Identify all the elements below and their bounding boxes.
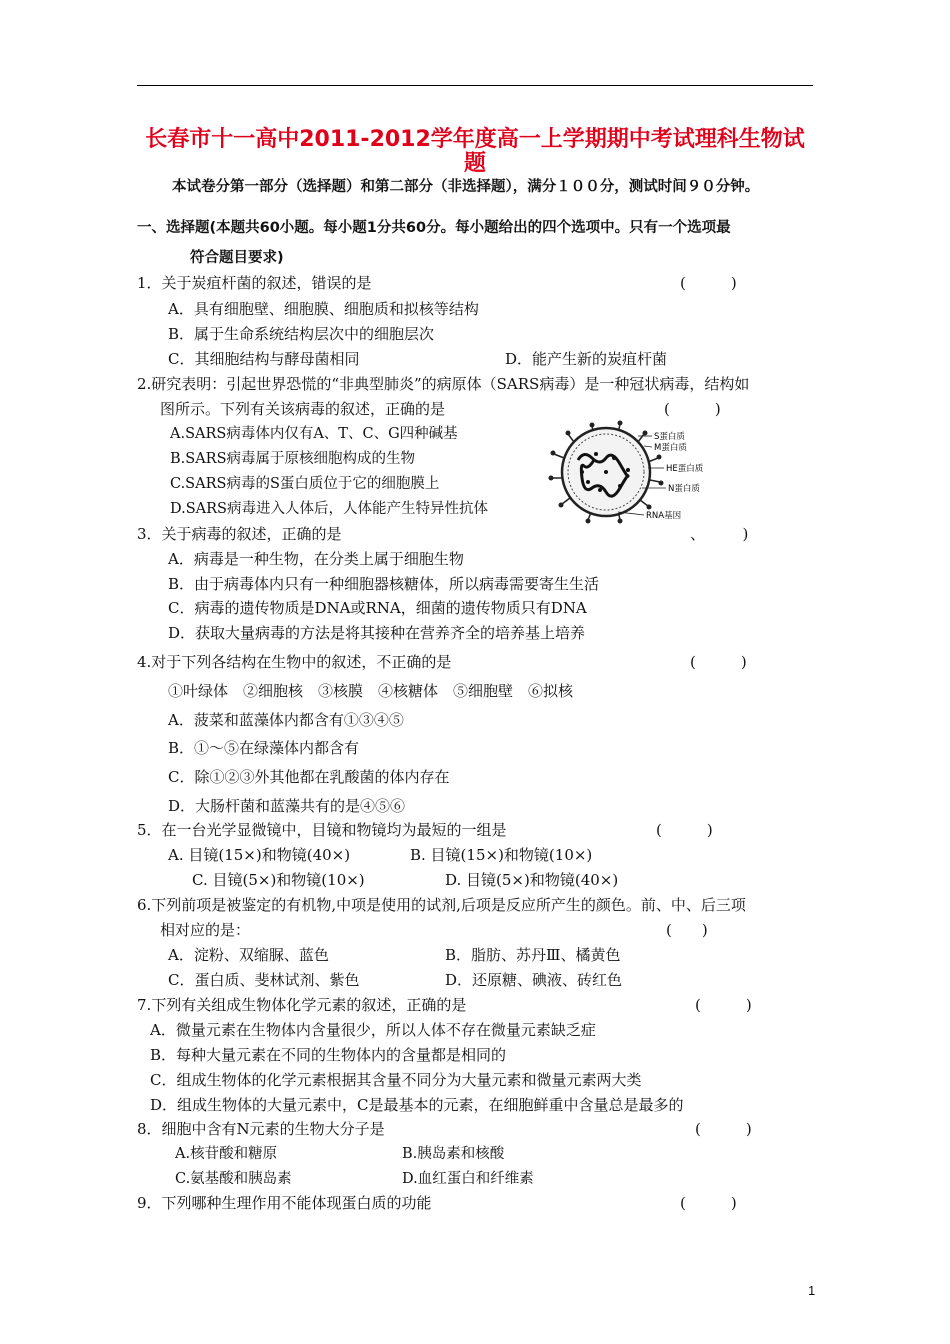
q1-stem: 1．关于炭疽杆菌的叙述，错误的是 bbox=[137, 274, 372, 292]
q6-option-c: C．蛋白质、斐林试剂、紫色 bbox=[168, 971, 360, 989]
q3-option-b: B．由于病毒体内只有一种细胞器核糖体，所以病毒需要寄生生活 bbox=[168, 575, 600, 593]
q4-option-d: D．大肠杆菌和蓝藻共有的是④⑤⑥ bbox=[168, 797, 406, 815]
q2-option-c: C.SARS病毒的S蛋白质位于它的细胞膜上 bbox=[170, 476, 440, 492]
sars-virus-figure bbox=[548, 420, 728, 528]
exam-title-line1: 长春市十一高中2011-2012学年度高一上学期期中考试理科生物试 bbox=[145, 127, 805, 152]
q7-option-a: A．微量元素在生物体内含量很少，所以人体不存在微量元素缺乏症 bbox=[150, 1021, 596, 1039]
q1-option-a: A．具有细胞壁、细胞膜、细胞质和拟核等结构 bbox=[168, 300, 479, 318]
label-rna-gene: RNA基因 bbox=[646, 511, 682, 521]
header-rule bbox=[137, 85, 813, 86]
q5-option-b: B. 目镜(15×)和物镜(10×) bbox=[410, 846, 593, 864]
q2-option-b: B.SARS病毒属于原核细胞构成的生物 bbox=[170, 451, 416, 467]
q4-option-b: B．①～⑤在绿藻体内都含有 bbox=[168, 739, 360, 757]
q7-answer-paren: ( ) bbox=[695, 996, 752, 1014]
section1-heading: 一、选择题(本题共60小题。每小题1分共60分。每小题给出的四个选项中。只有一个选项最 bbox=[137, 220, 731, 236]
q3-option-c: C．病毒的遗传物质是DNA或RNA，细菌的遗传物质只有DNA bbox=[168, 599, 587, 617]
q4-answer-paren: ( ) bbox=[690, 653, 747, 671]
q1-option-b: B．属于生命系统结构层次中的细胞层次 bbox=[168, 325, 435, 343]
q6-answer-paren: ( ) bbox=[666, 921, 708, 939]
q9-answer-paren: ( ) bbox=[680, 1194, 737, 1212]
q6-stem-line2: 相对应的是： bbox=[160, 921, 251, 939]
q6-option-a: A．淀粉、双缩脲、蓝色 bbox=[168, 946, 329, 964]
label-he-protein: HE蛋白质 bbox=[666, 464, 704, 474]
label-m-protein: M蛋白质 bbox=[654, 443, 687, 453]
q8-option-c: C.氨基酸和胰岛素 bbox=[175, 1171, 292, 1187]
q6-option-b: B．脂肪、苏丹Ⅲ、橘黄色 bbox=[445, 946, 621, 964]
q7-option-b: B．每种大量元素在不同的生物体内的含量都是相同的 bbox=[150, 1046, 507, 1064]
q2-answer-paren: ( ) bbox=[664, 400, 721, 418]
q3-option-a: A．病毒是一种生物，在分类上属于细胞生物 bbox=[168, 550, 464, 568]
q1-option-d: D．能产生新的炭疽杆菌 bbox=[505, 350, 668, 368]
q8-stem: 8．细胞中含有N元素的生物大分子是 bbox=[137, 1120, 385, 1138]
q2-option-d: D.SARS病毒进入人体后，人体能产生特异性抗体 bbox=[170, 501, 488, 517]
q4-structure-list: ①叶绿体 ②细胞核 ③核膜 ④核糖体 ⑤细胞壁 ⑥拟核 bbox=[168, 682, 574, 700]
q8-option-d: D.血红蛋白和纤维素 bbox=[402, 1171, 534, 1187]
q3-option-d: D．获取大量病毒的方法是将其接种在营养齐全的培养基上培养 bbox=[168, 624, 586, 642]
q8-option-b: B.胰岛素和核酸 bbox=[402, 1146, 505, 1162]
q2-stem-line1: 2.研究表明：引起世界恐慌的“非典型肺炎”的病原体（SARS病毒）是一种冠状病毒，结构如 bbox=[137, 375, 750, 393]
page-number: 1 bbox=[808, 1283, 816, 1298]
q1-answer-paren: ( ) bbox=[680, 274, 737, 292]
label-s-protein: S蛋白质 bbox=[654, 432, 685, 442]
q5-stem: 5．在一台光学显微镜中，目镜和物镜均为最短的一组是 bbox=[137, 821, 507, 839]
q5-answer-paren: ( ) bbox=[656, 821, 713, 839]
exam-title-line2: 题 bbox=[463, 151, 486, 176]
q6-option-d: D．还原糖、碘液、砖红色 bbox=[445, 971, 623, 989]
q2-stem-line2: 图所示。下列有关该病毒的叙述，正确的是 bbox=[160, 400, 446, 418]
q3-answer-paren: 、 ) bbox=[690, 525, 749, 543]
q2-option-a: A.SARS病毒体内仅有A、T、C、G四种碱基 bbox=[170, 426, 458, 442]
q7-option-d: D．组成生物体的大量元素中，C是最基本的元素，在细胞鲜重中含量总是最多的 bbox=[150, 1096, 684, 1114]
q3-stem: 3．关于病毒的叙述，正确的是 bbox=[137, 525, 342, 543]
q1-option-c: C．其细胞结构与酵母菌相同 bbox=[168, 350, 360, 368]
section1-heading-cont: 符合题目要求) bbox=[190, 250, 284, 266]
q8-answer-paren: ( ) bbox=[695, 1120, 752, 1138]
q9-stem: 9．下列哪种生理作用不能体现蛋白质的功能 bbox=[137, 1194, 432, 1212]
q5-option-d: D. 目镜(5×)和物镜(40×) bbox=[445, 871, 619, 889]
q5-option-c: C. 目镜(5×)和物镜(10×) bbox=[192, 871, 365, 889]
q4-option-c: C．除①②③外其他都在乳酸菌的体内存在 bbox=[168, 768, 450, 786]
exam-intro: 本试卷分第一部分（选择题）和第二部分（非选择题），满分１００分，测试时间９０分钟。 bbox=[172, 179, 760, 195]
q6-stem-line1: 6.下列前项是被鉴定的有机物,中项是使用的试剂,后项是反应所产生的颜色。前、中、后三项 bbox=[137, 896, 746, 914]
q7-option-c: C．组成生物体的化学元素根据其含量不同分为大量元素和微量元素两大类 bbox=[150, 1071, 642, 1089]
q5-option-a: A. 目镜(15×)和物镜(40×) bbox=[168, 846, 351, 864]
label-n-protein: N蛋白质 bbox=[668, 484, 700, 494]
q4-stem: 4.对于下列各结构在生物中的叙述，不正确的是 bbox=[137, 653, 452, 671]
q8-option-a: A.核苷酸和糖原 bbox=[175, 1146, 278, 1162]
q7-stem: 7.下列有关组成生物体化学元素的叙述，正确的是 bbox=[137, 996, 467, 1014]
q4-option-a: A．菠菜和蓝藻体内都含有①③④⑤ bbox=[168, 711, 404, 729]
